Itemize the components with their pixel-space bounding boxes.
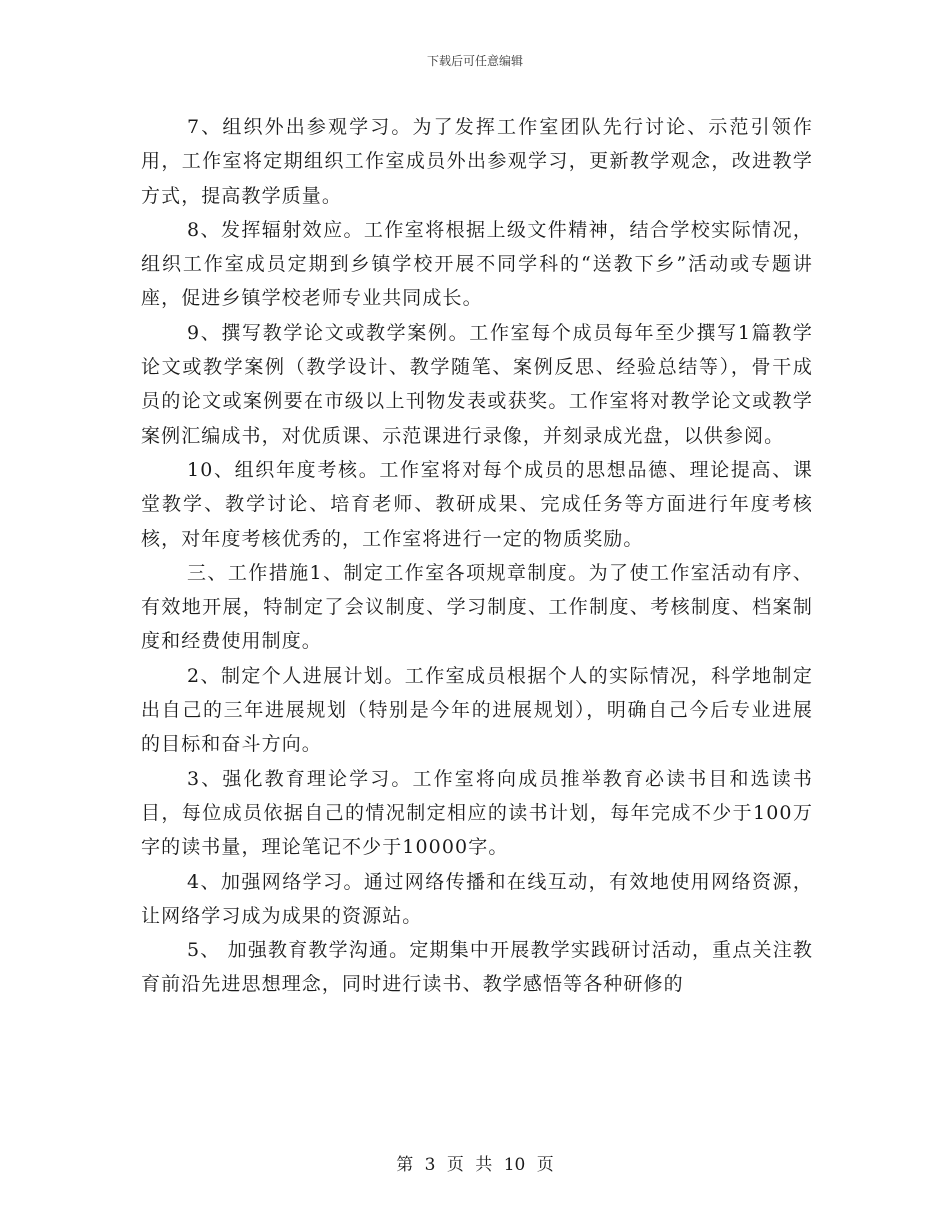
paragraph-7: 7、组织外出参观学习。为了发挥工作室团队先行讨论、示范引领作用，工作室将定期组织工作室成员外出参观学习，更新教学观念，改进教学方式，提高教学质量。 <box>141 116 813 207</box>
paragraph-measures-3: 3、强化教育理论学习。工作室将向成员推举教育必读书目和选读书目，每位成员依据自己的情况制定相应的读书计划，每年完成不少于100万字的读书量，理论笔记不少于10000字。 <box>141 767 813 859</box>
paragraph-measures-2: 2、制定个人进展计划。工作室成员根据个人的实际情况，科学地制定出自己的三年进展规划（特别是今年的进展规划），明确自己今后专业进展的目标和奋斗方向。 <box>141 664 813 756</box>
paragraph-measures-1: 三、工作措施1、制定工作室各项规章制度。为了使工作室活动有序、有效地开展，特制定了会议制度、学习制度、工作制度、考核制度、档案制度和经费使用制度。 <box>141 561 813 653</box>
paragraph-10: 10、组织年度考核。工作室将对每个成员的思想品德、理论提高、课堂教学、教学讨论、培育老师、教研成果、完成任务等方面进行年度考核核，对年度考核优秀的，工作室将进行一定的物质奖励。 <box>141 458 813 550</box>
paragraph-measures-5: 5、 加强教育教学沟通。定期集中开展教学实践研讨活动，重点关注教育前沿先进思想理念，同时进行读书、教学感悟等各种研修的 <box>141 939 813 996</box>
page-number: 第 3 页 共 10 页 <box>396 1155 554 1175</box>
paragraph-measures-4: 4、加强网络学习。通过网络传播和在线互动，有效地使用网络资源，让网络学习成为成果的资源站。 <box>141 870 813 927</box>
page-header: 下载后可任意编辑 <box>426 54 523 68</box>
paragraph-8: 8、发挥辐射效应。工作室将根据上级文件精神，结合学校实际情况，组织工作室成员定期到乡镇学校开展不同学科的“送教下乡”活动或专题讲座，促进乡镇学校老师专业共同成长。 <box>141 218 813 310</box>
paragraph-9: 9、撰写教学论文或教学案例。工作室每个成员每年至少撰写1篇教学论文或教学案例（教学设计、教学随笔、案例反思、经验总结等），骨干成员的论文或案例要在市级以上刊物发表或获奖。工作室将对教学论文或教学案例汇编成书，对优质课、示范课进行录像，并刻录成光盘，以供参阅。 <box>141 321 813 447</box>
document-body <box>141 110 813 1002</box>
